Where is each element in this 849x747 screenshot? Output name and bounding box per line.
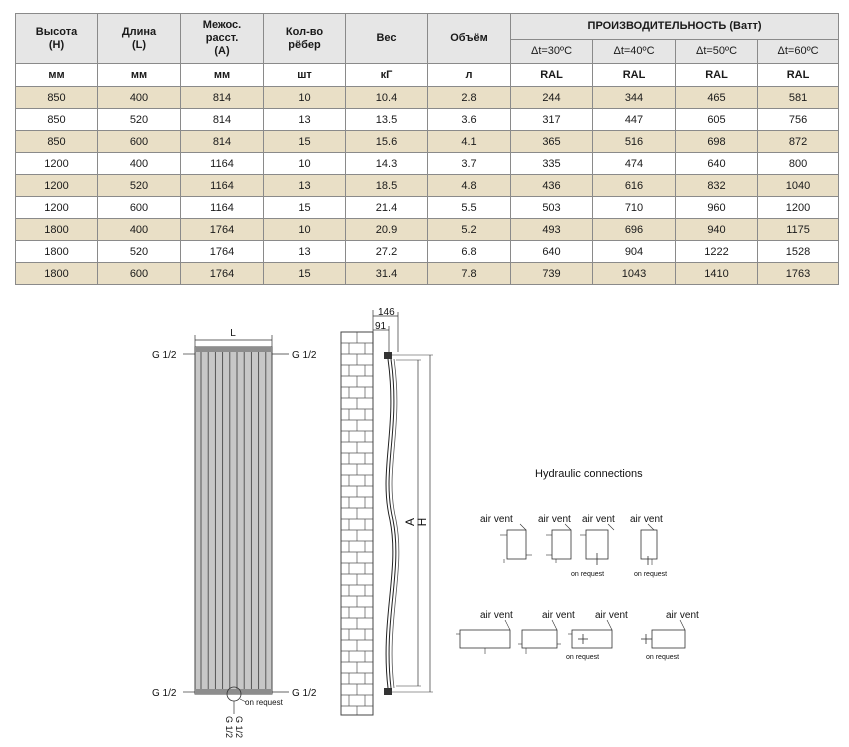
hydraulic-diagram-4 bbox=[630, 514, 667, 578]
table-cell: 872 bbox=[758, 131, 839, 153]
table-cell: 15 bbox=[264, 197, 346, 219]
table-cell: 13.5 bbox=[346, 109, 428, 131]
table-cell: 10.4 bbox=[346, 87, 428, 109]
table-cell: 27.2 bbox=[346, 241, 428, 263]
bottom-center-connection-label-2: G 1/2 bbox=[224, 716, 234, 739]
table-cell: 814 bbox=[181, 109, 264, 131]
table-cell: 1164 bbox=[181, 153, 264, 175]
on-request-label: on request bbox=[566, 654, 600, 661]
table-cell: 503 bbox=[511, 197, 593, 219]
table-cell: 31.4 bbox=[346, 263, 428, 285]
table-cell: 600 bbox=[98, 197, 181, 219]
table-cell: 13 bbox=[264, 241, 346, 263]
table-cell: 1800 bbox=[16, 241, 98, 263]
table-cell: 18.5 bbox=[346, 175, 428, 197]
table-cell: 400 bbox=[98, 153, 181, 175]
header-dt30: Δt=30ºC bbox=[511, 40, 593, 64]
table-cell: 400 bbox=[98, 219, 181, 241]
table-cell: 1040 bbox=[758, 175, 839, 197]
table-cell: 1764 bbox=[181, 219, 264, 241]
table-cell: 15 bbox=[264, 263, 346, 285]
table-cell: 13 bbox=[264, 175, 346, 197]
axis-spacing-label: A bbox=[403, 517, 417, 527]
table-cell: 21.4 bbox=[346, 197, 428, 219]
hydraulic-title: Hydraulic connections bbox=[535, 468, 643, 480]
hydraulic-diagram-7 bbox=[566, 610, 628, 661]
table-cell: 600 bbox=[98, 131, 181, 153]
header-dt60: Δt=60ºC bbox=[758, 40, 839, 64]
unit-cell: л bbox=[428, 64, 511, 87]
bottom-left-connection-label: G 1/2 bbox=[152, 688, 177, 699]
hydraulic-diagram-6 bbox=[518, 610, 575, 654]
table-cell: 1222 bbox=[676, 241, 758, 263]
table-cell: 1800 bbox=[16, 263, 98, 285]
air-vent-label: air vent bbox=[582, 514, 615, 525]
unit-cell: RAL bbox=[758, 64, 839, 87]
table-cell: 15 bbox=[264, 131, 346, 153]
table-cell: 850 bbox=[16, 131, 98, 153]
table-cell: 960 bbox=[676, 197, 758, 219]
hydraulic-diagram-1 bbox=[480, 514, 532, 563]
table-cell: 1200 bbox=[16, 153, 98, 175]
hydraulic-connections bbox=[456, 468, 699, 661]
top-right-connection-label: G 1/2 bbox=[292, 350, 317, 361]
table-cell: 365 bbox=[511, 131, 593, 153]
table-cell: 616 bbox=[593, 175, 676, 197]
table-cell: 904 bbox=[593, 241, 676, 263]
table-cell: 2.8 bbox=[428, 87, 511, 109]
table-cell: 1410 bbox=[676, 263, 758, 285]
hydraulic-diagram-2 bbox=[538, 514, 571, 563]
table-cell: 605 bbox=[676, 109, 758, 131]
table-cell: 4.8 bbox=[428, 175, 511, 197]
unit-cell: кГ bbox=[346, 64, 428, 87]
height-label: H bbox=[415, 517, 429, 527]
table-cell: 474 bbox=[593, 153, 676, 175]
table-cell: 1528 bbox=[758, 241, 839, 263]
table-cell: 832 bbox=[676, 175, 758, 197]
table-cell: 520 bbox=[98, 241, 181, 263]
header-dt40: Δt=40ºC bbox=[593, 40, 676, 64]
air-vent-label: air vent bbox=[538, 514, 571, 525]
top-left-connection-label: G 1/2 bbox=[152, 350, 177, 361]
table-cell: 1800 bbox=[16, 219, 98, 241]
unit-cell: RAL bbox=[511, 64, 593, 87]
air-vent-label: air vent bbox=[480, 514, 513, 525]
table-cell: 1164 bbox=[181, 197, 264, 219]
front-view-drawing bbox=[152, 328, 317, 738]
table-cell: 600 bbox=[98, 263, 181, 285]
header-length: Длина (L) bbox=[98, 14, 181, 64]
table-cell: 814 bbox=[181, 131, 264, 153]
table-cell: 581 bbox=[758, 87, 839, 109]
header-height: Высота (H) bbox=[16, 14, 98, 64]
table-cell: 1200 bbox=[16, 197, 98, 219]
table-cell: 6.8 bbox=[428, 241, 511, 263]
table-cell: 1175 bbox=[758, 219, 839, 241]
hydraulic-diagram-8 bbox=[641, 610, 699, 661]
table-cell: 698 bbox=[676, 131, 758, 153]
hydraulic-diagram-3 bbox=[571, 514, 615, 578]
table-cell: 850 bbox=[16, 87, 98, 109]
header-performance: ПРОИЗВОДИТЕЛЬНОСТЬ (Ватт) bbox=[511, 14, 839, 40]
on-request-label: on request bbox=[646, 654, 680, 661]
table-cell: 516 bbox=[593, 131, 676, 153]
table-cell: 640 bbox=[676, 153, 758, 175]
table-cell: 756 bbox=[758, 109, 839, 131]
table-cell: 4.1 bbox=[428, 131, 511, 153]
brick-wall bbox=[341, 332, 373, 715]
table-cell: 814 bbox=[181, 87, 264, 109]
table-cell: 5.5 bbox=[428, 197, 511, 219]
bottom-center-connection-label: G 1/2 bbox=[234, 716, 244, 739]
table-cell: 520 bbox=[98, 109, 181, 131]
table-cell: 447 bbox=[593, 109, 676, 131]
depth-total-label: 146 bbox=[378, 307, 395, 318]
table-cell: 436 bbox=[511, 175, 593, 197]
unit-cell: мм bbox=[16, 64, 98, 87]
header-dt50: Δt=50ºC bbox=[676, 40, 758, 64]
table-cell: 14.3 bbox=[346, 153, 428, 175]
table-cell: 1200 bbox=[758, 197, 839, 219]
table-cell: 696 bbox=[593, 219, 676, 241]
on-request-label: on request bbox=[571, 571, 605, 578]
table-cell: 1164 bbox=[181, 175, 264, 197]
table-cell: 400 bbox=[98, 87, 181, 109]
width-label: L bbox=[230, 328, 236, 339]
header-volume: Объём bbox=[428, 14, 511, 64]
table-cell: 13 bbox=[264, 109, 346, 131]
air-vent-label: air vent bbox=[630, 514, 663, 525]
table-cell: 5.2 bbox=[428, 219, 511, 241]
on-request-label: on request bbox=[245, 698, 283, 707]
table-cell: 800 bbox=[758, 153, 839, 175]
unit-cell: RAL bbox=[593, 64, 676, 87]
table-cell: 15.6 bbox=[346, 131, 428, 153]
air-vent-label: air vent bbox=[595, 610, 628, 621]
table-cell: 344 bbox=[593, 87, 676, 109]
table-cell: 739 bbox=[511, 263, 593, 285]
table-cell: 640 bbox=[511, 241, 593, 263]
header-weight: Вес bbox=[346, 14, 428, 64]
table-cell: 1200 bbox=[16, 175, 98, 197]
table-cell: 20.9 bbox=[346, 219, 428, 241]
unit-cell: мм bbox=[181, 64, 264, 87]
header-axis-spacing: Межос. расст. (A) bbox=[181, 14, 264, 64]
air-vent-label: air vent bbox=[542, 610, 575, 621]
header-fins: Кол-во рёбер bbox=[264, 14, 346, 64]
on-request-label: on request bbox=[634, 571, 668, 578]
table-cell: 1043 bbox=[593, 263, 676, 285]
table-cell: 244 bbox=[511, 87, 593, 109]
side-view-drawing bbox=[341, 307, 433, 715]
table-cell: 3.6 bbox=[428, 109, 511, 131]
unit-cell: шт bbox=[264, 64, 346, 87]
table-cell: 335 bbox=[511, 153, 593, 175]
table-cell: 850 bbox=[16, 109, 98, 131]
table-cell: 3.7 bbox=[428, 153, 511, 175]
depth-inner-label: 91 bbox=[375, 321, 387, 332]
table-cell: 1764 bbox=[181, 241, 264, 263]
table-cell: 465 bbox=[676, 87, 758, 109]
table-cell: 493 bbox=[511, 219, 593, 241]
table-cell: 710 bbox=[593, 197, 676, 219]
table-cell: 317 bbox=[511, 109, 593, 131]
table-cell: 10 bbox=[264, 219, 346, 241]
table-cell: 10 bbox=[264, 87, 346, 109]
table-cell: 10 bbox=[264, 153, 346, 175]
table-cell: 520 bbox=[98, 175, 181, 197]
table-cell: 1764 bbox=[181, 263, 264, 285]
unit-cell: мм bbox=[98, 64, 181, 87]
table-cell: 940 bbox=[676, 219, 758, 241]
unit-cell: RAL bbox=[676, 64, 758, 87]
air-vent-label: air vent bbox=[480, 610, 513, 621]
air-vent-label: air vent bbox=[666, 610, 699, 621]
table-cell: 7.8 bbox=[428, 263, 511, 285]
bottom-right-connection-label: G 1/2 bbox=[292, 688, 317, 699]
hydraulic-diagram-5 bbox=[456, 610, 513, 654]
table-cell: 1763 bbox=[758, 263, 839, 285]
